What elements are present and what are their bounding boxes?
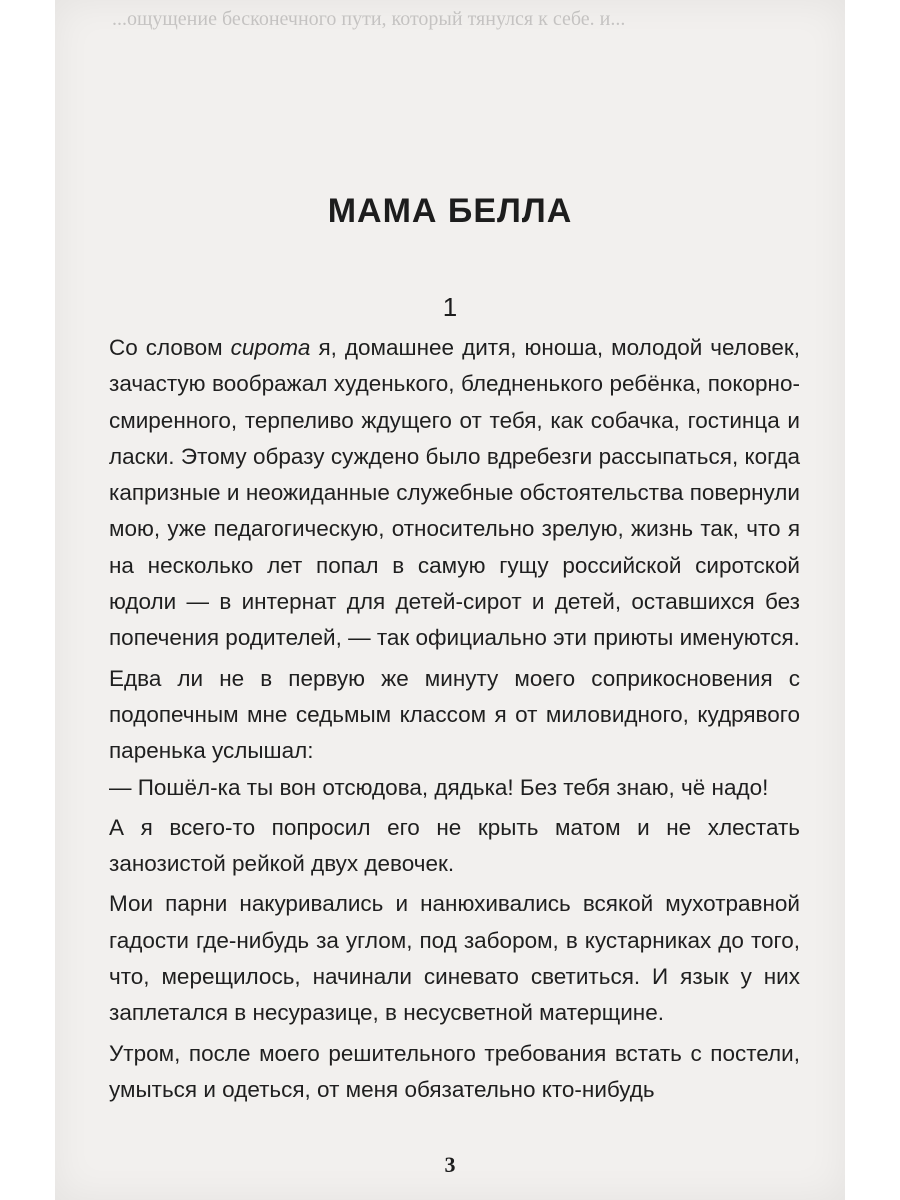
- paragraph-2: Едва ли не в первую же минуту моего соприкосновения с подопечным мне седьмым классом я от миловидного, кудрявого паренька услышал:: [109, 665, 800, 764]
- paragraph-3: — Пошёл-ка ты вон отсюдова, дядька! Без тебя знаю, чё надо!: [109, 774, 769, 800]
- paragraph-1-post: я, домашнее дитя, юноша, молодой человек, зачастую воображал худенького, бледненького ребёнка, покорно-смиренного, терпеливо ждущего от тебя, как собачка, гостинца и ласки. Этому образу суждено было вдребезги рассыпаться, когда капризные и неожиданные служебные обстоятельства повернули мою, уже педагогическую, относительно зрелую, жизнь так, что я на несколько лет попал в самую гущу российской сиротской юдоли — в интернат для детей-сирот и детей, оставшихся без попечения родителей, — так официально эти приюты именуются.: [109, 335, 800, 651]
- paragraph-1-emphasis: сирота: [230, 335, 311, 360]
- paragraph-1: [109, 330, 800, 657]
- page-number: 3: [444, 1152, 456, 1177]
- chapter-title: МАМА БЕЛЛА: [327, 192, 573, 230]
- paragraph-4: А я всего-то попросил его не крыть матом и не хлестать занозистой рейкой двух девочек.: [109, 814, 800, 877]
- paragraph-1-pre: Со словом: [109, 335, 231, 360]
- section-number: 1: [442, 292, 458, 322]
- body-text: [109, 330, 800, 1108]
- paragraph-5: Мои парни накуривались и нанюхивались всякой мухотравной гадости где-нибудь за углом, под забором, в кустарниках до того, что, мерещилось, начинали синевато светиться. И язык у них заплетался в несуразице, в несусветной матерщине.: [109, 891, 800, 1026]
- paragraph-6: Утром, после моего решительного требования встать с постели, умыться и одеться, от меня обязательно кто-нибудь: [109, 1040, 800, 1102]
- show-through-text: ...ощущение бесконечного пути, который тянулся к себе. и...: [112, 8, 626, 30]
